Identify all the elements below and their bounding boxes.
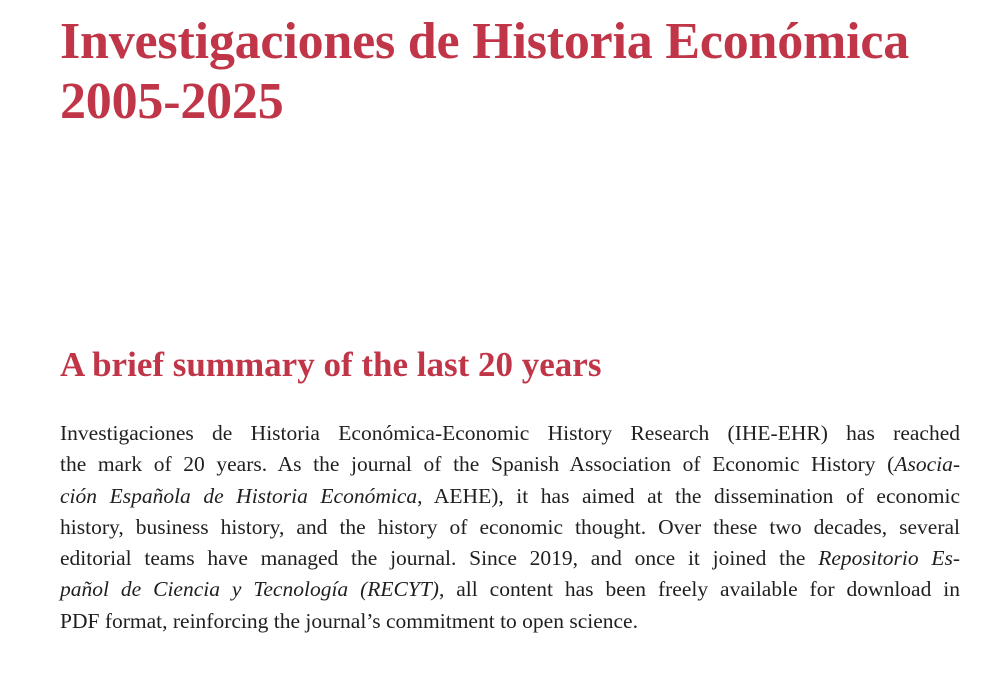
paragraph-text: the mark of 20 years. As the journal of the Spanish Association of Economic History ( <box>60 452 895 477</box>
paragraph-line-2 <box>60 449 960 480</box>
paragraph-text: history, business history, and the history of economic thought. Over these two decades, several <box>60 514 960 539</box>
paragraph-line-5 <box>60 543 960 574</box>
document-page <box>60 0 960 674</box>
paragraph-text: editorial teams have managed the journal. Since 2019, and once it joined the <box>60 546 819 571</box>
paragraph-line-1 <box>60 418 960 449</box>
page-title <box>60 12 960 132</box>
summary-paragraph <box>60 418 960 637</box>
section-heading: A brief summary of the last 20 years <box>60 345 602 384</box>
paragraph-italic-text: Asocia- <box>894 452 960 477</box>
paragraph-text: Investigaciones de Historia Económica-Economic History Research (IHE-EHR) has reached <box>60 421 960 445</box>
paragraph-text: PDF format, reinforcing the journal’s commitment to open science. <box>60 608 638 633</box>
paragraph-line-4 <box>60 512 960 543</box>
paragraph-text: , AEHE), it has aimed at the dissemination of economic <box>417 483 960 508</box>
paragraph-text: , all content has been freely available for download in <box>438 577 960 602</box>
paragraph-line-7 <box>60 606 960 637</box>
page-title-line-2: 2005-2025 <box>60 73 284 130</box>
paragraph-italic-text: pañol de Ciencia y Tecnología (RECYT) <box>60 577 439 602</box>
paragraph-italic-text: Repositorio Es- <box>818 546 960 571</box>
page-title-line-1: Investigaciones de Historia Económica <box>60 13 910 70</box>
paragraph-line-3 <box>60 481 960 512</box>
paragraph-line-6 <box>60 574 960 605</box>
paragraph-italic-text: ción Española de Historia Económica <box>60 483 418 508</box>
